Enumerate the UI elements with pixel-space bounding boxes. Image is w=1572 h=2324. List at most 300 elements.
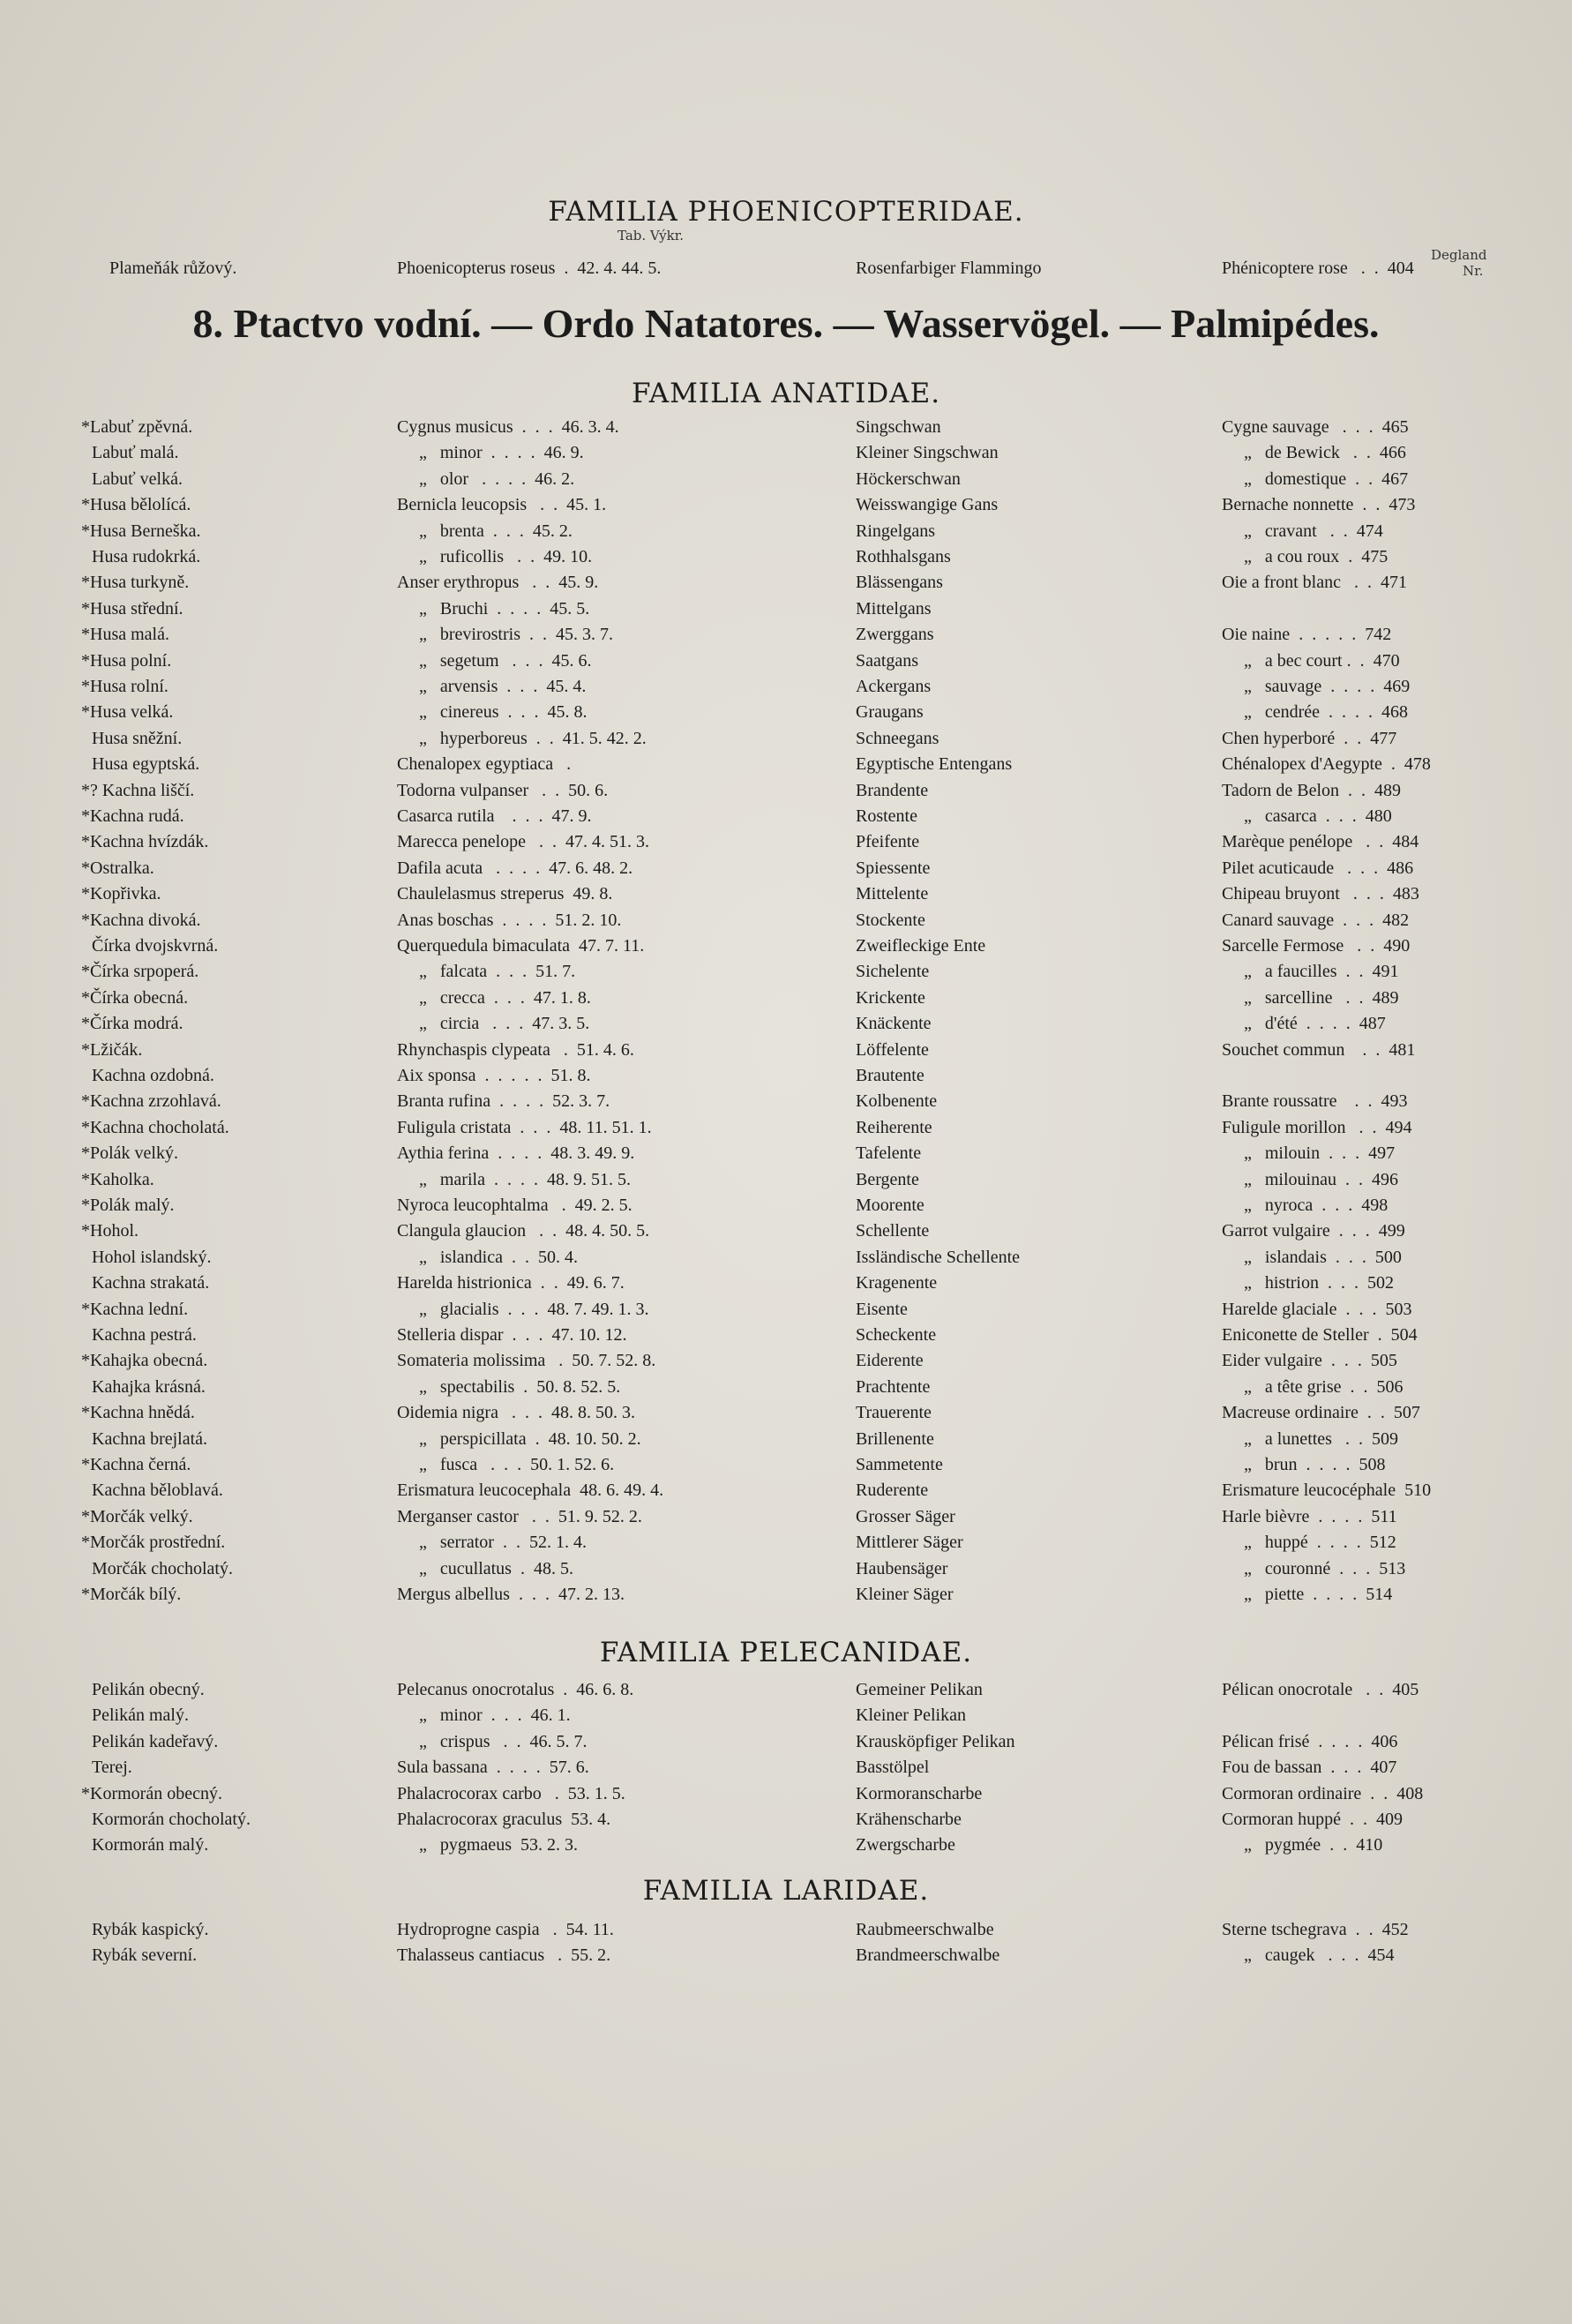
german-name: Brautente [856,1066,924,1085]
species-row [0,1089,1572,1114]
latin-name: „ spectabilis . 50. 8. 52. 5. [397,1376,621,1397]
german-name: Rothhalsgans [856,547,951,566]
species-row [0,856,1572,881]
czech-name: *Labuť zpěvná. [92,415,192,440]
asterisk-mark: * [81,1351,90,1371]
german-name: Egyptische Entengans [856,754,1013,775]
german-name: Zwergscharbe [856,1835,955,1855]
asterisk-mark: * [81,1117,90,1137]
german-name: Kormoranscharbe [856,1783,983,1803]
french-name: Garrot vulgaire . . . 499 [1222,1221,1405,1241]
asterisk-mark: * [81,650,90,671]
czech-name: *Kachna lední. [92,1297,188,1323]
german-name: Ruderente [856,1481,929,1501]
czech-name: Kachna strakatá. [92,1273,210,1293]
species-row [0,1218,1572,1244]
asterisk-mark: * [81,1039,90,1060]
nr-label: Nr. [1463,263,1484,279]
german-name: Kleiner Säger [856,1585,954,1604]
species-row [0,1375,1572,1400]
latin-name: Stelleria dispar . . . 47. 10. 12. [397,1325,627,1345]
french-name: „ histrion . . . 502 [1222,1273,1394,1293]
czech-name: Morčák chocholatý. [92,1558,233,1578]
german-name: Brandente [856,780,929,800]
french-name: Tadorn de Belon . . 489 [1222,780,1402,800]
german-name: Pfeifente [856,832,920,852]
german-name: Kolbenente [856,1091,938,1112]
czech-name: Kachna pestrá. [92,1325,197,1345]
latin-name: „ islandica . . 50. 4. [397,1247,578,1267]
latin-name: Clangula glaucion . . 48. 4. 50. 5. [397,1221,650,1241]
asterisk-mark: * [81,1169,90,1189]
czech-name: *Kaholka. [92,1167,154,1193]
species-row [0,1943,1572,1968]
latin-name: Sula bassana . . . . 57. 6. [397,1758,589,1778]
latin-name: Bernicla leucopsis . . 45. 1. [397,495,607,515]
asterisk-mark: * [81,1506,90,1526]
czech-name: Plameňák růžový. [109,259,237,278]
french-name: Cormoran huppé . . 409 [1222,1810,1403,1829]
family-phoenicopteridae-heading: FAMILIA PHOENICOPTERIDAE. [548,196,1024,228]
species-row [0,648,1572,674]
german-name: Sichelente [856,962,930,982]
german-name: Issländische Schellente [856,1247,1021,1267]
species-row [0,1348,1572,1374]
czech-name: Kachna ozdobná. [92,1066,214,1085]
french-name: Chénalopex d'Aegypte . 478 [1222,754,1431,775]
german-name: Haubensäger [856,1558,948,1578]
asterisk-mark: * [81,1014,90,1034]
latin-name: Somateria molissima . 50. 7. 52. 8. [397,1351,656,1371]
french-name: Marèque penélope . . 484 [1222,832,1419,852]
species-row [0,440,1572,466]
species-row [0,1271,1572,1296]
czech-name: Kormorán malý. [92,1835,209,1855]
species-row [0,726,1572,752]
german-name: Basstölpel [856,1758,930,1778]
latin-name: „ brenta . . . 45. 2. [397,521,573,541]
czech-name: Husa rudokrká. [92,547,201,566]
french-name: „ sarcelline . . 489 [1222,987,1399,1008]
latin-name: „ serrator . . 52. 1. 4. [397,1533,587,1553]
french-name: Sarcelle Fermose . . 490 [1222,936,1411,956]
czech-name: *Husa Berneška. [92,519,201,544]
latin-name: Aythia ferina . . . . 48. 3. 49. 9. [397,1143,635,1164]
latin-name: „ Bruchi . . . . 45. 5. [397,598,590,618]
german-name: Krickente [856,987,925,1008]
french-name: „ casarca . . . 480 [1222,806,1392,826]
latin-name: „ falcata . . . 51. 7. [397,962,576,982]
species-row [0,1703,1572,1728]
species-row [0,622,1572,648]
species-row [0,1011,1572,1037]
german-name: Schneegans [856,728,939,748]
latin-name: Hydroprogne caspia . 54. 11. [397,1920,614,1939]
species-row [0,1400,1572,1426]
french-name: „ pygmée . . 410 [1222,1835,1383,1855]
species-row [0,1833,1572,1858]
french-name: „ caugek . . . 454 [1222,1945,1395,1966]
french-name: Harle bièvre . . . . 511 [1222,1506,1397,1526]
french-name: Eniconette de Steller . 504 [1222,1325,1418,1345]
czech-name: Kachna běloblavá. [92,1481,223,1501]
species-row [0,1297,1572,1323]
family-pelecanidae-heading: FAMILIA PELECANIDAE. [599,1637,973,1668]
german-name: Kleiner Singschwan [856,443,999,463]
species-row [0,1038,1572,1063]
latin-name: Dafila acuta . . . . 47. 6. 48. 2. [397,858,633,878]
german-name: Schellente [856,1221,930,1241]
french-name: Pélican onocrotale . . 405 [1222,1680,1419,1699]
german-name: Blässengans [856,573,943,593]
czech-name: *Morčák bílý. [92,1582,181,1608]
latin-name: Fuligula cristata . . . 48. 11. 51. 1. [397,1117,652,1137]
asterisk-mark: * [81,1403,90,1423]
czech-name: *Husa rolní. [92,674,168,700]
asterisk-mark: * [81,1143,90,1164]
german-name: Saatgans [856,650,919,671]
french-name: Souchet commun . . 481 [1222,1039,1416,1060]
french-name: Erismature leucocéphale 510 [1222,1481,1432,1501]
species-row [0,519,1572,544]
french-name: Oie a front blanc . . 471 [1222,573,1407,593]
french-name: Eider vulgaire . . . 505 [1222,1351,1397,1371]
czech-name: Labuť malá. [92,443,179,463]
family-laridae-heading: FAMILIA LARIDAE. [642,1875,930,1907]
latin-name: „ crispus . . 46. 5. 7. [397,1731,588,1751]
czech-name: Terej. [92,1758,132,1778]
french-name: Pélican frisé . . . . 406 [1222,1731,1398,1751]
latin-name: „ fusca . . . 50. 1. 52. 6. [397,1455,615,1474]
species-row [0,1530,1572,1556]
asterisk-mark: * [81,598,90,618]
asterisk-mark: * [81,1783,90,1803]
latin-name: Branta rufina . . . . 52. 3. 7. [397,1091,610,1112]
french-name: „ huppé . . . . 512 [1222,1533,1396,1553]
species-row [0,1245,1572,1271]
german-name: Gemeiner Pelikan [856,1680,983,1699]
french-name: Chipeau bruyont . . . 483 [1222,884,1419,904]
latin-name: Querquedula bimaculata 47. 7. 11. [397,936,645,956]
species-row [0,570,1572,596]
latin-name: Anas boschas . . . . 51. 2. 10. [397,910,622,930]
latin-name: „ perspicillata . 48. 10. 50. 2. [397,1428,641,1449]
german-name: Prachtente [856,1376,931,1397]
latin-name: „ olor . . . . 46. 2. [397,469,575,489]
asterisk-mark: * [81,806,90,826]
french-name: „ piette . . . . 514 [1222,1585,1393,1604]
french-name: Phénicoptere rose . . 404 [1222,259,1414,278]
german-name: Singschwan [856,417,941,437]
latin-name: „ ruficollis . . 49. 10. [397,547,593,566]
french-name: „ a tête grise . . 506 [1222,1376,1404,1397]
czech-name: *Morčák prostřední. [92,1530,225,1556]
german-name: Grosser Säger [856,1506,955,1526]
german-name: Zwerggans [856,625,934,645]
latin-name: Pelecanus onocrotalus . 46. 6. 8. [397,1680,634,1699]
czech-name: *Kachna divoká. [92,908,201,933]
german-name: Kleiner Pelikan [856,1706,966,1726]
german-name: Krausköpfiger Pelikan [856,1731,1015,1751]
czech-name: Kormorán chocholatý. [92,1810,251,1829]
asterisk-mark: * [81,1196,90,1215]
czech-name: *Čírka modrá. [92,1011,183,1037]
family-anatidae-heading: FAMILIA ANATIDAE. [631,378,941,409]
czech-name: Kahajka krásná. [92,1376,206,1397]
species-row [0,1556,1572,1582]
german-name: Ringelgans [856,521,935,541]
latin-name: „ segetum . . . 45. 6. [397,650,592,671]
french-name: „ milouin . . . 497 [1222,1143,1396,1164]
czech-name: *Kachna chocholatá. [92,1115,229,1141]
species-row [0,544,1572,570]
species-row [0,908,1572,933]
german-name: Rostente [856,806,917,826]
german-name: Mittelgans [856,598,932,618]
species-row [0,1167,1572,1193]
asterisk-mark: * [81,858,90,878]
species-row [0,1917,1572,1943]
german-name: Reiherente [856,1117,932,1137]
french-name: „ d'été . . . . 487 [1222,1014,1386,1034]
czech-name: *Kachna rudá. [92,804,184,829]
czech-name: *Morčák velký. [92,1504,193,1530]
asterisk-mark: * [81,1533,90,1553]
french-name: „ a cou roux . 475 [1222,547,1389,566]
french-name: „ cravant . . 474 [1222,521,1383,541]
asterisk-mark: * [81,702,90,723]
french-name: Cormoran ordinaire . . 408 [1222,1783,1424,1803]
species-row [0,1781,1572,1807]
asterisk-mark: * [81,1091,90,1112]
species-row [0,1478,1572,1503]
tab-vykr-label: Tab. Výkr. [618,228,684,244]
czech-name: *Čírka obecná. [92,986,188,1011]
latin-name: „ marila . . . . 48. 9. 51. 5. [397,1169,631,1189]
latin-name: „ minor . . . 46. 1. [397,1706,571,1726]
asterisk-mark: * [81,987,90,1008]
german-name: Brillenente [856,1428,934,1449]
latin-name: Marecca penelope . . 47. 4. 51. 3. [397,832,650,852]
species-row [0,1729,1572,1755]
german-name: Mittelente [856,884,929,904]
german-name: Eisente [856,1299,908,1319]
czech-name: *Husa velká. [92,700,173,725]
german-name: Kragenente [856,1273,938,1293]
czech-name: Pelikán obecný. [92,1680,205,1699]
latin-name: Phalacrocorax carbo . 53. 1. 5. [397,1783,625,1803]
german-name: Stockente [856,910,925,930]
asterisk-mark: * [81,677,90,696]
german-name: Zweifleckige Ente [856,936,986,956]
german-name: Scheckente [856,1325,937,1345]
german-name: Tafelente [856,1143,922,1164]
latin-name: Todorna vulpanser . . 50. 6. [397,780,609,800]
german-name: Krähenscharbe [856,1810,962,1829]
latin-name: „ pygmaeus 53. 2. 3. [397,1835,578,1855]
french-name: „ milouinau . . 496 [1222,1169,1398,1189]
flamingo-row [0,256,1572,281]
czech-name: *Ostralka. [92,856,154,881]
species-row [0,778,1572,804]
asterisk-mark: * [81,910,90,930]
czech-name: *? Kachna liščí. [92,778,194,804]
czech-name: Čírka dvojskvrná. [92,936,219,956]
french-name: Fou de bassan . . . 407 [1222,1758,1397,1778]
french-name: Oie naine . . . . . 742 [1222,625,1392,645]
asterisk-mark: * [81,1585,90,1604]
czech-name: *Kachna černá. [92,1452,191,1478]
czech-name: Rybák severní. [92,1945,198,1966]
czech-name: Labuť velká. [92,469,183,489]
asterisk-mark: * [81,573,90,593]
german-name: Ackergans [856,677,932,696]
czech-name: *Lžičák. [92,1038,142,1063]
czech-name: *Husa malá. [92,622,169,648]
latin-name: Aix sponsa . . . . . 51. 8. [397,1066,591,1085]
czech-name: *Hohol. [92,1218,138,1244]
czech-name: *Čírka srpoperá. [92,959,198,985]
degland-label: Degland [1431,247,1487,263]
czech-name: *Husa turkyně. [92,570,189,596]
czech-name: Pelikán malý. [92,1706,189,1726]
french-name: Sterne tschegrava . . 452 [1222,1920,1409,1939]
asterisk-mark: * [81,780,90,800]
french-name: Bernache nonnette . . 473 [1222,495,1416,515]
french-name: Harelde glaciale . . . 503 [1222,1299,1412,1319]
czech-name: *Kachna zrzohlavá. [92,1089,221,1114]
czech-name: *Kachna hnědá. [92,1400,195,1426]
species-row [0,674,1572,700]
czech-name: *Husa střední. [92,596,183,622]
german-name: Graugans [856,702,924,723]
asterisk-mark: * [81,495,90,515]
latin-name: Phalacrocorax graculus 53. 4. [397,1810,611,1829]
species-row [0,804,1572,829]
latin-name: Oidemia nigra . . . 48. 8. 50. 3. [397,1403,635,1423]
german-name: Raubmeerschwalbe [856,1920,994,1939]
latin-name: Thalasseus cantiacus . 55. 2. [397,1945,611,1966]
german-name: Höckerschwan [856,469,961,489]
latin-name: Harelda histrionica . . 49. 6. 7. [397,1273,625,1293]
species-row [0,959,1572,985]
latin-name: Cygnus musicus . . . 46. 3. 4. [397,417,619,437]
german-name: Moorente [856,1196,924,1215]
latin-name: Phoenicopterus roseus . 42. 4. 44. 5. [397,259,662,278]
latin-name: „ cinereus . . . 45. 8. [397,702,588,723]
latin-name: „ circia . . . 47. 3. 5. [397,1014,590,1034]
latin-name: „ minor . . . . 46. 9. [397,443,584,463]
german-name: Mittlerer Säger [856,1533,963,1553]
asterisk-mark: * [81,417,90,437]
latin-name: Chaulelasmus streperus 49. 8. [397,884,613,904]
czech-name: *Kahajka obecná. [92,1348,207,1374]
czech-name: *Husa polní. [92,648,171,674]
french-name: Pilet acuticaude . . . 486 [1222,858,1414,878]
german-name: Weisswangige Gans [856,495,999,515]
asterisk-mark: * [81,962,90,982]
latin-name: „ glacialis . . . 48. 7. 49. 1. 3. [397,1299,649,1319]
french-name: Chen hyperboré . . 477 [1222,728,1397,748]
german-name: Sammetente [856,1455,943,1474]
species-row [0,881,1572,907]
latin-name: Nyroca leucophtalma . 49. 2. 5. [397,1196,633,1215]
latin-name: Anser erythropus . . 45. 9. [397,573,599,593]
french-name: Canard sauvage . . . 482 [1222,910,1410,930]
species-row [0,1323,1572,1348]
asterisk-mark: * [81,1455,90,1474]
latin-name: Rhynchaspis clypeata . 51. 4. 6. [397,1039,634,1060]
latin-name: „ crecca . . . 47. 1. 8. [397,987,591,1008]
czech-name: Rybák kaspický. [92,1920,209,1939]
french-name: „ domestique . . 467 [1222,469,1409,489]
german-name: Spiessente [856,858,931,878]
species-row [0,1582,1572,1608]
czech-name: *Polák malý. [92,1193,175,1218]
czech-name: Husa sněžní. [92,728,183,748]
species-row [0,1807,1572,1833]
czech-name: *Kormorán obecný. [92,1781,222,1807]
french-name: „ nyroca . . . 498 [1222,1196,1389,1215]
latin-name: Chenalopex egyptiaca . [397,754,572,775]
latin-name: „ arvensis . . . 45. 4. [397,677,587,696]
species-row [0,1755,1572,1780]
french-name: Brante roussatre . . 493 [1222,1091,1408,1112]
czech-name: Husa egyptská. [92,754,200,775]
german-name: Bergente [856,1169,919,1189]
czech-name: *Polák velký. [92,1141,178,1166]
french-name: „ de Bewick . . 466 [1222,443,1406,463]
species-row [0,1141,1572,1166]
species-row [0,1504,1572,1530]
french-name: Cygne sauvage . . . 465 [1222,417,1409,437]
czech-name: *Husa bělolícá. [92,492,191,518]
species-row [0,1115,1572,1141]
species-row [0,1063,1572,1089]
asterisk-mark: * [81,1299,90,1319]
french-name: „ sauvage . . . . 469 [1222,677,1411,696]
french-name: „ brun . . . . 508 [1222,1455,1386,1474]
species-row [0,700,1572,725]
species-row [0,1193,1572,1218]
french-name: „ couronné . . . 513 [1222,1558,1406,1578]
order-title: 8. Ptactvo vodní. — Ordo Natatores. — Wasservögel. — Palmipédes. [192,301,1380,346]
species-row [0,829,1572,855]
french-name: Fuligule morillon . . 494 [1222,1117,1412,1137]
french-name: „ a lunettes . . 509 [1222,1428,1398,1449]
german-name: Eiderente [856,1351,924,1371]
species-row [0,1452,1572,1478]
czech-name: Pelikán kadeřavý. [92,1731,219,1751]
species-row [0,596,1572,622]
czech-name: Hohol islandský. [92,1247,212,1267]
german-name: Rosenfarbiger Flammingo [856,259,1042,278]
latin-name: „ brevirostris . . 45. 3. 7. [397,625,613,645]
czech-name: *Kopřivka. [92,881,161,907]
czech-name: Kachna brejlatá. [92,1428,208,1449]
asterisk-mark: * [81,884,90,904]
czech-name: *Kachna hvízdák. [92,829,208,855]
latin-name: Erismatura leucocephala 48. 6. 49. 4. [397,1481,664,1501]
species-row [0,415,1572,440]
latin-name: Casarca rutila . . . 47. 9. [397,806,592,826]
german-name: Trauerente [856,1403,932,1423]
french-name: „ a bec court . . 470 [1222,650,1400,671]
asterisk-mark: * [81,625,90,645]
latin-name: Merganser castor . . 51. 9. 52. 2. [397,1506,642,1526]
french-name: „ a faucilles . . 491 [1222,962,1399,982]
species-row [0,933,1572,959]
